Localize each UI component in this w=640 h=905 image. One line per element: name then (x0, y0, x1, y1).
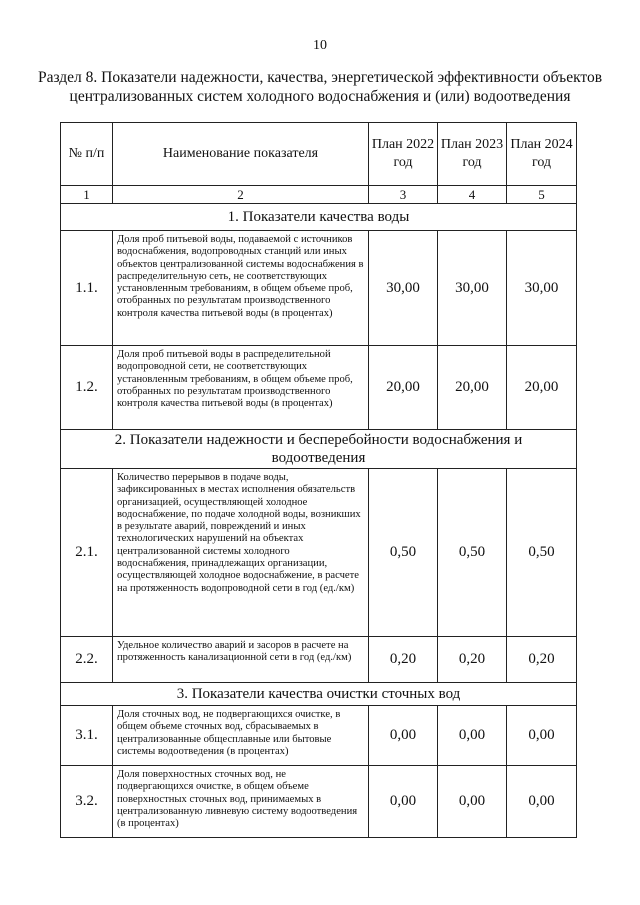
indicator-name: Доля проб питьевой воды в распределительной водопроводной сети, не соответствующих установленным требованиям, в общем объеме проб, отобранных по результатам производственного контроля качества питьевой воды (в процентах) (113, 346, 369, 430)
column-number: 2 (113, 186, 369, 204)
section-heading: 2. Показатели надежности и бесперебойности водоснабжения и водоотведения (61, 430, 577, 469)
section-heading: 1. Показатели качества воды (61, 204, 577, 231)
table-row (61, 706, 577, 766)
table-row (61, 231, 577, 346)
value-2022: 0,50 (369, 469, 438, 637)
column-number: 3 (369, 186, 438, 204)
row-number: 1.1. (61, 231, 113, 346)
header-name: Наименование показателя (113, 123, 369, 186)
value-2023: 0,00 (438, 706, 507, 766)
column-number: 4 (438, 186, 507, 204)
value-2022: 20,00 (369, 346, 438, 430)
value-2024: 0,20 (507, 637, 577, 683)
header-plan-2022: План 2022 год (369, 123, 438, 186)
table-row (61, 346, 577, 430)
indicator-name: Доля поверхностных сточных вод, не подвергающихся очистке, в общем объеме поверхностных сточных вод, принимаемых в централизованную ливневую систему водоотведения (в процентах) (113, 766, 369, 838)
section-row (61, 204, 577, 231)
column-number-row (61, 186, 577, 204)
indicators-table (60, 122, 577, 838)
header-plan-2023: План 2023 год (438, 123, 507, 186)
row-number: 3.1. (61, 706, 113, 766)
row-number: 1.2. (61, 346, 113, 430)
value-2023: 0,00 (438, 766, 507, 838)
section-row (61, 430, 577, 469)
indicator-name: Количество перерывов в подаче воды, зафиксированных в местах исполнения обязательств организацией, осуществляющей холодное водоснабжение, по подаче холодной воды, возникших в результате аварий, повреждений и иных технологических нарушений на объектах централизованной системы холодного водоснабжения, принадлежащих организации, осуществляющей холодное водоснабжение, в расчете на протяженность водопроводной сети в год (ед./км) (113, 469, 369, 637)
table-row (61, 637, 577, 683)
value-2024: 0,00 (507, 766, 577, 838)
section-row (61, 683, 577, 706)
header-no: № п/п (61, 123, 113, 186)
value-2024: 0,50 (507, 469, 577, 637)
section-heading: 3. Показатели качества очистки сточных вод (61, 683, 577, 706)
table-row (61, 469, 577, 637)
value-2024: 0,00 (507, 706, 577, 766)
indicator-name: Удельное количество аварий и засоров в расчете на протяженность канализационной сети в год (ед./км) (113, 637, 369, 683)
row-number: 2.1. (61, 469, 113, 637)
table-row (61, 766, 577, 838)
value-2022: 0,00 (369, 766, 438, 838)
row-number: 2.2. (61, 637, 113, 683)
value-2024: 30,00 (507, 231, 577, 346)
value-2023: 30,00 (438, 231, 507, 346)
value-2022: 30,00 (369, 231, 438, 346)
value-2023: 0,50 (438, 469, 507, 637)
indicator-name: Доля проб питьевой воды, подаваемой с источников водоснабжения, водопроводных станций или иных объектов централизованной системы водоснабжения в распределительную сеть, не соответствующих установленным требованиям, в общем объеме проб, отобранных по результатам производственного контроля качества питьевой воды (в процентах) (113, 231, 369, 346)
column-number: 5 (507, 186, 577, 204)
value-2022: 0,00 (369, 706, 438, 766)
indicator-name: Доля сточных вод, не подвергающихся очистке, в общем объеме сточных вод, сбрасываемых в централизованные общесплавные или бытовые системы водоотведения (в процентах) (113, 706, 369, 766)
section-title: Раздел 8. Показатели надежности, качества, энергетической эффективности объектов централизованных систем холодного водоснабжения и (или) водоотведения (37, 69, 603, 105)
header-plan-2024: План 2024 год (507, 123, 577, 186)
page-number: 10 (313, 38, 327, 53)
table-header-row (61, 123, 577, 186)
value-2022: 0,20 (369, 637, 438, 683)
column-number: 1 (61, 186, 113, 204)
row-number: 3.2. (61, 766, 113, 838)
value-2024: 20,00 (507, 346, 577, 430)
value-2023: 0,20 (438, 637, 507, 683)
value-2023: 20,00 (438, 346, 507, 430)
